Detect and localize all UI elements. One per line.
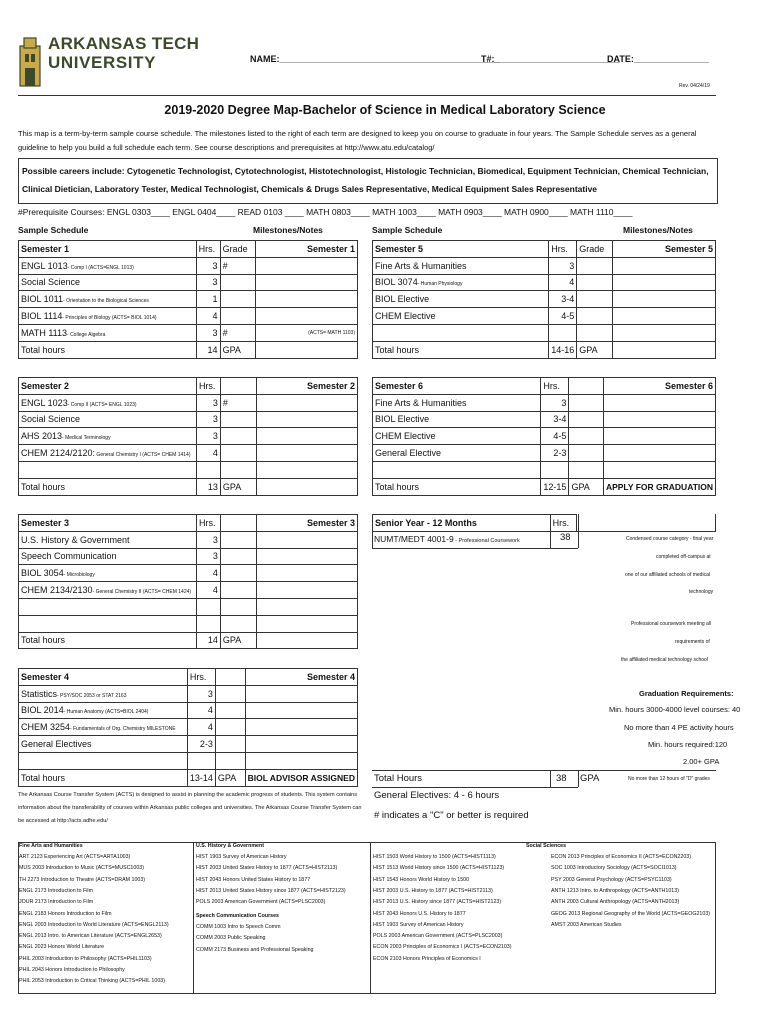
senior-course-hours: 38: [560, 532, 571, 543]
course-grade[interactable]: [577, 291, 613, 308]
course-code: CHEM Elective: [375, 311, 436, 322]
course-hours: 3-4: [541, 411, 569, 428]
semester-4-table: [18, 668, 358, 787]
senior-note-6: Professional coursework meeting all: [631, 621, 712, 627]
course-option: ENGL 2183 Honors Introduction to Film: [19, 910, 112, 917]
apply-for-graduation: APPLY FOR GRADUATION: [603, 478, 715, 495]
semester-3-milestone-head: Semester 3: [256, 515, 357, 532]
senior-course: NUMT/MEDT 4001-9 - Professional Coursework: [374, 534, 520, 544]
total-hours-label: Total hours: [19, 478, 197, 495]
semester-1-milestone-head: Semester 1: [256, 241, 358, 258]
course-hours: 4: [196, 445, 220, 462]
course-hours: 4: [549, 274, 577, 291]
course-grade[interactable]: [215, 719, 245, 736]
course-subtitle: - General Chemistry II (ACTS= CHEM 1424): [92, 589, 192, 596]
name-field[interactable]: NAME:____________________________________________: [250, 54, 500, 64]
senior-note-1: Condensed course category - final year: [626, 536, 714, 542]
course-code: BIOL 1114: [21, 311, 63, 322]
course-option: HIST 2043 Honors United States History to 1877: [196, 876, 311, 883]
senior-total-value: 38: [556, 773, 567, 784]
course-option: PHIL 2053 Introduction to Critical Thinking (ACTS=PHIL 1003): [19, 978, 165, 985]
course-option: HIST 1543 Honors World History to 1500: [373, 876, 470, 883]
hrs-header: Hrs.: [196, 378, 220, 395]
course-option: ECON 2103 Honors Principles of Economics I: [373, 955, 481, 962]
hrs-header: Hrs.: [187, 669, 215, 686]
gpa-label: GPA: [220, 341, 256, 358]
course-code: Fine Arts & Humanities: [375, 397, 467, 408]
course-code: MATH 1113: [21, 327, 68, 338]
course-code: General Electives: [21, 739, 92, 750]
advisor-assigned: BIOL ADVISOR ASSIGNED: [245, 769, 357, 786]
course-grade[interactable]: [577, 308, 613, 325]
intro-text: This map is a term-by-term sample course schedule. The milestones listed to the right of each term are designed to keep you on course to graduate in four years. The Sample Schedule serves as a general guideline to help you build a full schedule each term. See course descriptions and prerequisites at http://www.atu.edu/catalog/: [18, 129, 697, 152]
acts-note: The Arkansas Course Transfer System (ACTS) is designed to assist in planning the academic progress of students. This system contains information about the transferability of courses within Arkansas public colleges and universities. The Arkansas Course Transfer System can be accessed at http://acts.adhe.edu/: [18, 792, 362, 824]
total-hours-value: 13-14: [187, 769, 215, 786]
course-code: BIOL Elective: [375, 414, 430, 425]
course-grade[interactable]: [215, 685, 245, 702]
general-electives-note: General Electives: 4 - 6 hours: [374, 790, 500, 801]
course-option: HIST 2013 U.S. History since 1877 (ACTS=HIST2123): [373, 899, 502, 906]
semester-5-table: [372, 240, 716, 359]
course-option: ANTH 1213 Intro. to Anthropology (ACTS=ANTH1013): [551, 887, 679, 894]
course-hours: 3: [196, 548, 220, 565]
course-option: PHIL 2043 Honors Introduction to Philosophy: [19, 967, 125, 973]
total-hours-value: 14: [196, 632, 220, 649]
milestones-label-right: Milestones/Notes: [623, 225, 693, 235]
senior-year-table: [372, 514, 716, 532]
course-hours: 4: [196, 308, 220, 325]
total-hours-value: 14: [196, 341, 220, 358]
senior-note-7: requirements of: [675, 639, 710, 645]
semester-3-title: Semester 3: [19, 515, 197, 532]
gpa-label: GPA: [220, 632, 256, 649]
sample-schedule-label-left: Sample Schedule: [18, 225, 89, 235]
course-code: CHEM 2124/2120:: [21, 448, 96, 459]
course-code: AHS 2013: [21, 431, 63, 442]
total-hours-label: Total hours: [19, 341, 197, 358]
hrs-header: Hrs.: [550, 515, 576, 532]
course-grade[interactable]: [215, 702, 245, 719]
course-option: ART 2123 Experiencing Art (ACTS=ARTA1003): [19, 854, 131, 860]
course-hours: 3: [196, 428, 220, 445]
course-grade[interactable]: [220, 411, 256, 428]
graduation-requirements-title: Graduation Requirements:: [639, 689, 734, 698]
course-subtitle: - PSY/SOC 2053 or STAT 2163: [57, 692, 127, 699]
course-grade[interactable]: [215, 736, 245, 753]
semester-6-title: Semester 6: [373, 378, 541, 395]
course-hours: 3: [541, 394, 569, 411]
total-hours-label: Total hours: [19, 769, 188, 786]
semester-4-milestone-head: Semester 4: [245, 669, 357, 686]
course-option: ANTH 2003 Cultural Anthropology (ACTS=ANTH2013): [551, 899, 680, 906]
course-code: BIOL 3054: [21, 568, 64, 579]
university-name-line1: ARKANSAS TECH: [48, 34, 200, 53]
course-option: PSY 2003 General Psychology (ACTS=PSYC1103): [551, 876, 672, 883]
course-code: Social Science: [21, 277, 81, 288]
course-hours: 4: [187, 719, 215, 736]
total-hours-value: 13: [196, 478, 220, 495]
semester-6-table: [372, 377, 716, 496]
course-option: POLS 2003 American Government (ACTS=PLSC2003): [373, 933, 503, 940]
course-option: AMST 2003 American Studies: [551, 921, 622, 928]
course-subtitle: - Principles of Biology (ACTS= BIOL 1014): [62, 315, 157, 322]
course-option: GEOG 2013 Regional Geography of the World (ACTS=GEOG2103): [551, 910, 711, 917]
hrs-header: Hrs.: [541, 378, 569, 395]
course-grade[interactable]: [569, 394, 604, 411]
senior-year-title: Senior Year - 12 Months: [373, 515, 551, 532]
course-code: CHEM Elective: [375, 431, 436, 442]
course-option: HIST 2003 United States History to 1877 (ACTS=HIST2113): [196, 865, 338, 872]
gpa-label: GPA: [215, 769, 245, 786]
course-option: HIST 1903 Survey of American History: [196, 854, 287, 860]
semester-5-milestone-head: Semester 5: [613, 241, 716, 258]
course-subtitle: General Chemistry I (ACTS= CHEM 1414): [95, 452, 191, 459]
university-name-line2: UNIVERSITY: [48, 53, 157, 72]
date-field[interactable]: DATE:_______________: [607, 54, 709, 64]
semester-3-table: [18, 514, 358, 649]
semester-1-table: [18, 240, 358, 359]
course-hours: 1: [196, 291, 220, 308]
total-hours-label: Total hours: [373, 341, 549, 358]
course-hours: 3: [196, 324, 220, 341]
course-grade[interactable]: [220, 531, 256, 548]
course-code: U.S. History & Government: [21, 534, 130, 545]
course-grade[interactable]: [577, 257, 613, 274]
senior-note-8: the affiliated medical technology school: [621, 657, 708, 663]
semester-4-title: Semester 4: [19, 669, 188, 686]
university-logo: [18, 36, 42, 88]
course-hours: 4: [196, 565, 220, 582]
sample-schedule-label-right: Sample Schedule: [372, 225, 443, 235]
grad-requirement: Min. hours required:120: [648, 740, 728, 749]
student-id-field[interactable]: T#:_________________________: [481, 54, 620, 64]
course-hours: 3: [196, 394, 220, 411]
c-grade-note: # indicates a "C" or better is required: [374, 810, 529, 821]
us-history-title: U.S. History & Government: [196, 843, 264, 849]
course-subtitle: - Comp II (ACTS= ENGL 1023): [67, 401, 137, 408]
course-option: ECON 2013 Principles of Economics II (ACTS=ECON2203): [551, 854, 691, 860]
total-hours-label: Total hours: [373, 478, 541, 495]
milestones-label-left: Milestones/Notes: [253, 225, 323, 235]
gpa-label: GPA: [569, 478, 604, 495]
course-subtitle: - Orientation to the Biological Sciences: [63, 298, 149, 305]
course-code: BIOL 2014: [21, 705, 64, 716]
course-grade[interactable]: #: [220, 394, 256, 411]
course-code: CHEM 3254: [21, 722, 71, 733]
course-option: ENGL 2023 Honors World Literature: [19, 944, 105, 951]
course-hours: 3: [196, 257, 220, 274]
course-option: COMM 1003 Intro to Speech Comm: [196, 924, 281, 930]
course-grade[interactable]: [220, 445, 256, 462]
course-subtitle: - Human Anatomy (ACTS=BIOL 2404): [63, 709, 149, 716]
semester-2-milestone-head: Semester 2: [256, 378, 357, 395]
course-hours: 3: [196, 411, 220, 428]
course-subtitle: - Fundamentals of Org. Chemistry MILESTONE: [70, 726, 176, 733]
course-code: Fine Arts & Humanities: [375, 260, 467, 271]
course-subtitle: - Comp I (ACTS=ENGL 1013): [67, 264, 134, 271]
course-option: ENGL 2003 Introduction to World Literature (ACTS=ENGL2113): [19, 921, 169, 928]
prerequisite-line: #Prerequisite Courses: ENGL 0303____ ENGL 0404____ READ 0103 ____ MATH 0803____ MATH 1003____ MATH 0903____ MATH 0900____ MATH 1110____: [18, 207, 633, 217]
course-hours: 3: [187, 685, 215, 702]
fine-arts-title: Fine Arts and Humanities: [19, 843, 83, 849]
course-code: BIOL 1011: [21, 294, 64, 305]
milestone-note: (ACTS= MATH 1103): [256, 324, 358, 341]
course-code: Speech Communication: [21, 551, 117, 562]
semester-6-milestone-head: Semester 6: [603, 378, 715, 395]
course-subtitle: - Human Physiology: [417, 281, 463, 288]
course-hours: 3-4: [549, 291, 577, 308]
course-grade[interactable]: [220, 582, 256, 599]
course-option: TH 2273 Introduction to Theatre (ACTS=DRAM 1003): [19, 876, 146, 883]
course-option: MUS 2003 Introduction to Music (ACTS=MUSC1003): [19, 865, 144, 872]
total-hours-value: 14-16: [549, 341, 577, 358]
hrs-header: Hrs.: [196, 515, 220, 532]
speech-title: Speech Communication Courses: [196, 913, 280, 919]
course-subtitle: - Medical Terminology: [62, 435, 111, 442]
revision-date: Rev. 04/24/19: [679, 83, 710, 89]
course-grade[interactable]: #: [220, 324, 256, 341]
semester-5-title: Semester 5: [373, 241, 549, 258]
semester-1-title: Semester 1: [19, 241, 197, 258]
course-grade[interactable]: [220, 308, 256, 325]
course-grade[interactable]: [569, 428, 604, 445]
course-hours: 4: [187, 702, 215, 719]
gpa-label: GPA: [220, 478, 256, 495]
course-option: COMM 2003 Public Speaking: [196, 935, 266, 942]
course-grade[interactable]: [220, 565, 256, 582]
social-sciences-title: Social Sciences: [526, 843, 567, 849]
tower-icon: [18, 36, 42, 88]
course-grade[interactable]: [569, 445, 604, 462]
course-code: ENGL 1023: [21, 397, 68, 408]
course-grade[interactable]: [569, 411, 604, 428]
total-hours-value: 12-15: [541, 478, 569, 495]
hrs-header: Hrs.: [549, 241, 577, 258]
course-code: BIOL Elective: [375, 294, 430, 305]
course-code: General Elective: [375, 448, 442, 459]
course-grade[interactable]: [577, 274, 613, 291]
course-option: PHIL 2003 Introduction to Philosophy (ACTS=PHIL1103): [19, 955, 152, 962]
course-option: HIST 2013 United States History since 1877 (ACTS=HIST2123): [196, 887, 346, 894]
course-option: HIST 2003 U.S. History to 1877 (ACTS=HIST2113): [373, 887, 493, 894]
grad-requirement: Min. hours 3000-4000 level courses: 40: [609, 705, 741, 714]
senior-note-3: one of our affiliated schools of medical: [625, 572, 710, 578]
course-hours: 4: [196, 582, 220, 599]
course-subtitle: - College Algebra: [67, 331, 106, 338]
course-code: BIOL 3074: [375, 277, 418, 288]
course-grade[interactable]: #: [220, 257, 256, 274]
hrs-header: Hrs.: [196, 241, 220, 258]
course-grade[interactable]: [220, 428, 256, 445]
course-hours: 2-3: [187, 736, 215, 753]
course-grade[interactable]: [220, 548, 256, 565]
careers-box: Possible careers include: Cytogenetic Technologist, Cytotechnologist, Histotechnologist, Histologic Technician, Biomedical, Equipment Technician, Chemical Technician, Clinical Dietician, Laboratory Tester, Medical Technologist, Chemicals & Drugs Sales Representative, Medical Equipment Sales Representative: [18, 158, 718, 204]
grade-header: Grade: [577, 241, 613, 258]
semester-2-title: Semester 2: [19, 378, 197, 395]
course-hours: 3: [196, 531, 220, 548]
grad-requirement: 2.00+ GPA: [683, 757, 720, 766]
gpa-label: GPA: [577, 341, 613, 358]
senior-note-4: technology: [689, 589, 714, 595]
course-code: Statistics: [21, 688, 58, 699]
course-code: CHEM 2134/2130: [21, 585, 93, 596]
semester-2-table: [18, 377, 358, 496]
course-option: JOUR 2173 Introduction to Film: [19, 899, 94, 906]
total-hours-label: Total hours: [19, 632, 197, 649]
course-option: COMM 2173 Business and Professional Speaking: [196, 946, 314, 953]
grad-requirement: No more than 4 PE activity hours: [624, 723, 734, 732]
page-title: 2019-2020 Degree Map-Bachelor of Science in Medical Laboratory Science: [164, 103, 606, 117]
grade-header: Grade: [220, 241, 256, 258]
course-option: HIST 1513 World History since 1500 (ACTS=HIST1123): [373, 865, 505, 872]
course-hours: 3: [549, 257, 577, 274]
senior-gpa-label: GPA: [580, 773, 600, 784]
course-hours: 4-5: [541, 428, 569, 445]
course-option: HIST 1903 Survey of American History: [373, 921, 464, 928]
course-subtitle: - Microbiology: [63, 572, 95, 579]
course-code: ENGL 1013: [21, 260, 68, 271]
course-hours: 4-5: [549, 308, 577, 325]
course-code: Social Science: [21, 414, 81, 425]
course-option: ECON 2003 Principles of Economics I (ACTS=ECON2103): [373, 944, 512, 951]
grad-last-requirement: No more than 12 hours of "D" grades: [628, 776, 710, 782]
course-grade[interactable]: [220, 274, 256, 291]
course-grade[interactable]: [220, 291, 256, 308]
senior-note-2: completed off-campus at: [656, 554, 711, 560]
senior-total-label: Total Hours: [374, 773, 423, 784]
course-hours: 3: [196, 274, 220, 291]
course-option: ENGL 2013 Intro. to American Literature (ACTS=ENGL2653): [19, 933, 162, 940]
course-option: HIST 1503 World History to 1500 (ACTS=HIST1113): [373, 854, 496, 860]
course-option: ENGL 2173 Introduction to Film: [19, 887, 93, 894]
course-option: SOC 1003 Introductory Sociology (ACTS=SOCI1013): [551, 865, 677, 872]
course-option: POLS 2003 American Government (ACTS=PLSC2003): [196, 899, 326, 906]
course-hours: 2-3: [541, 445, 569, 462]
course-option: HIST 2043 Honors U.S. History to 1877: [373, 910, 466, 917]
